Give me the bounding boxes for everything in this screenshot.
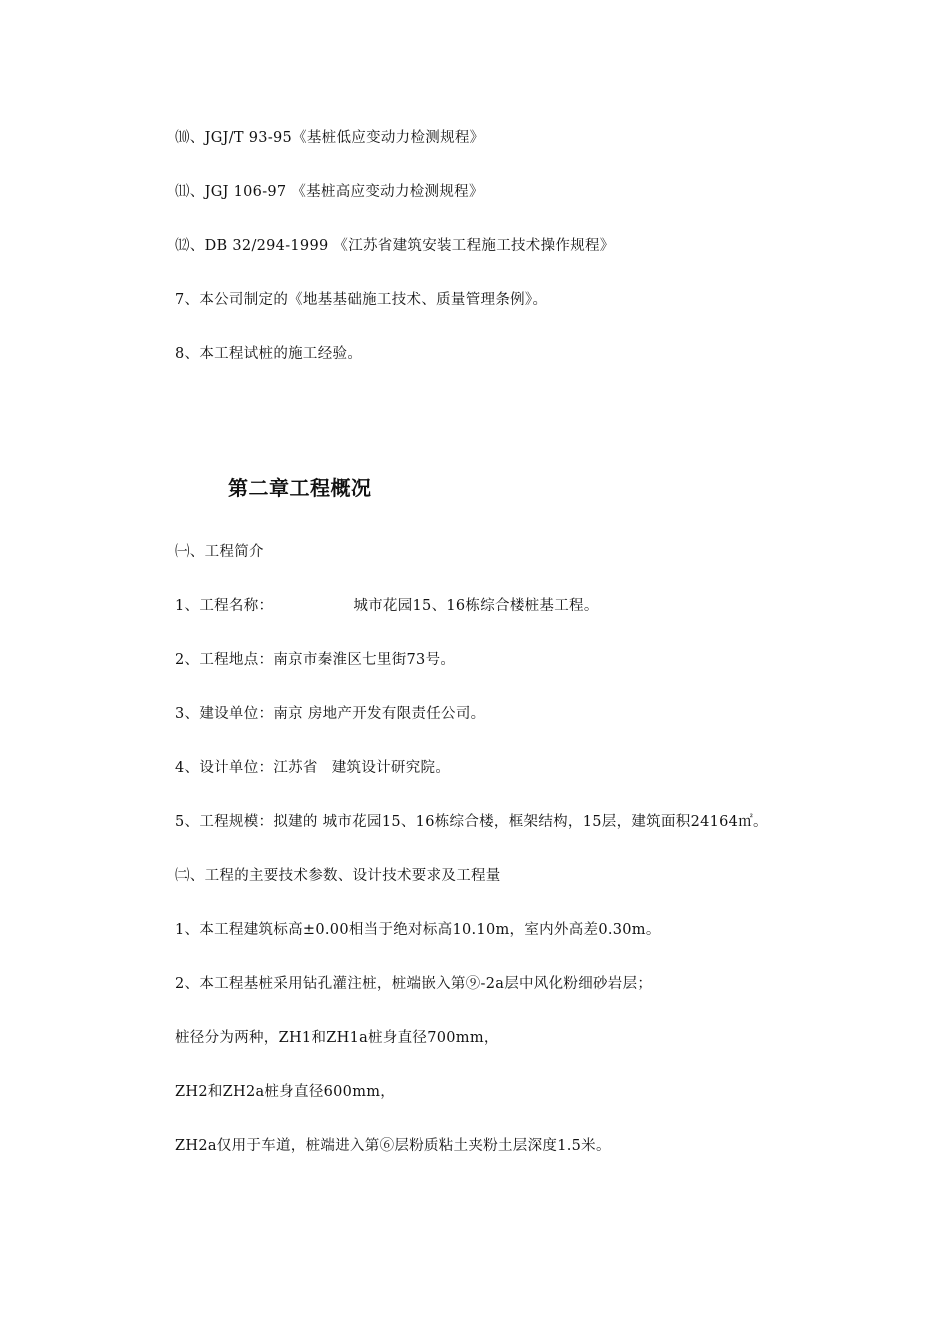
pile-driveway-line: ZH2a仅用于车道，桩端进入第⑥层粉质粘土夹粉土层深度1.5米。: [175, 1138, 611, 1154]
project-name-label: 1、工程名称：: [175, 598, 274, 614]
project-designer-prefix: 4、设计单位：江苏省: [175, 760, 318, 776]
project-scale: 5、工程规模：拟建的 城市花园15、16栋综合楼，框架结构，15层，建筑面积24164㎡。: [175, 814, 768, 830]
parameter-item-1: 1、本工程建筑标高±0.00相当于绝对标高10.10m，室内外高差0.30m。: [175, 922, 661, 938]
pile-diameter-line-2: ZH2和ZH2a桩身直径600mm，: [175, 1084, 396, 1100]
project-designer-suffix: 建筑设计研究院。: [331, 760, 451, 776]
project-name-line: [175, 596, 599, 616]
section-heading-parameters: ㈡、工程的主要技术参数、设计技术要求及工程量: [175, 868, 501, 884]
project-name-value: 城市花园15、16栋综合楼桩基工程。: [353, 598, 599, 614]
project-location: 2、工程地点：南京市秦淮区七里街73号。: [175, 652, 456, 668]
project-developer: 3、建设单位：南京 房地产开发有限责任公司。: [175, 706, 486, 722]
standard-item-11: ⑾、JGJ 106-97 《基桩高应变动力检测规程》: [175, 184, 484, 200]
project-designer-line: [175, 758, 450, 778]
section-heading-overview: ㈠、工程简介: [175, 544, 264, 560]
chapter-title: 第二章工程概况: [228, 476, 372, 500]
standard-item-10: ⑽、JGJ/T 93-95《基桩低应变动力检测规程》: [175, 130, 485, 146]
parameter-item-2: 2、本工程基桩采用钻孔灌注桩，桩端嵌入第⑨-2a层中风化粉细砂岩层；: [175, 976, 653, 992]
standard-item-12: ⑿、DB 32/294-1999 《江苏省建筑安装工程施工技术操作规程》: [175, 238, 615, 254]
basis-item-7: 7、本公司制定的《地基基础施工技术、质量管理条例》。: [175, 292, 548, 308]
basis-item-8: 8、本工程试桩的施工经验。: [175, 346, 363, 362]
pile-diameter-line-1: 桩径分为两种，ZH1和ZH1a桩身直径700mm，: [175, 1030, 499, 1046]
